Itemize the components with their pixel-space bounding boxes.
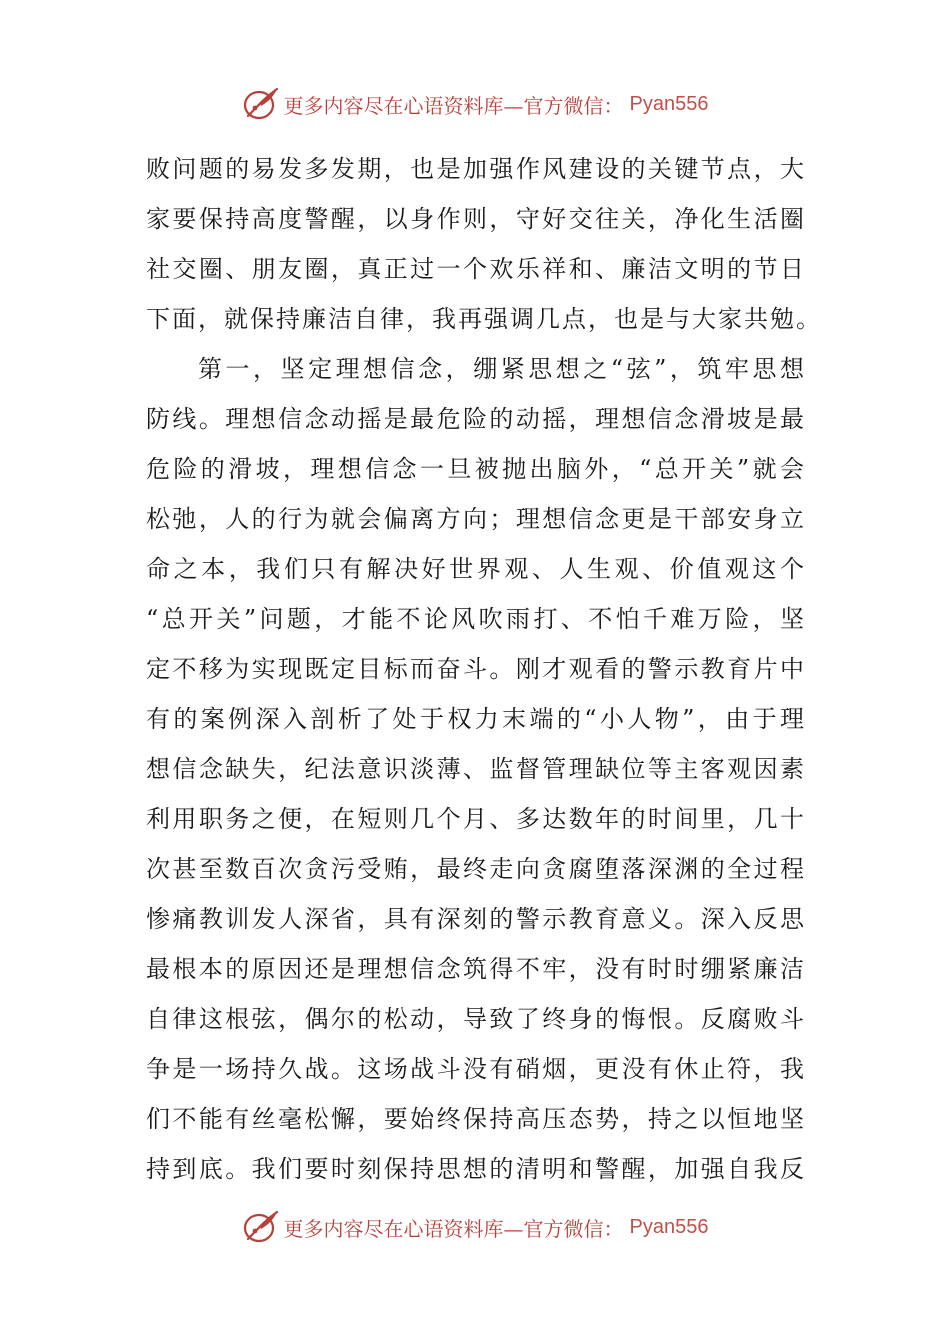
text-line: 社交圈、朋友圈，真正过一个欢乐祥和、廉洁文明的节日 <box>146 255 806 283</box>
text-line: 次甚至数百次贪污受贿，最终走向贪腐堕落深渊的全过程 <box>146 855 806 883</box>
paragraph-start-line: 第一，坚定理想信念，绷紧思想之“弦”，筑牢思想 <box>198 355 806 383</box>
text-line: 下面，就保持廉洁自律，我再强调几点，也是与大家共勉。 <box>146 305 822 333</box>
banner-text: 更多内容尽在心语资料库—官方微信： <box>283 93 624 118</box>
text-line: 家要保持高度警醒，以身作则，守好交往关，净化生活圈 <box>146 205 806 233</box>
header-banner <box>0 84 950 124</box>
text-line: 争是一场持久战。这场战斗没有硝烟，更没有休止符，我 <box>146 1055 806 1083</box>
wechat-id: Pyan556 <box>629 92 709 115</box>
banner-text: 更多内容尽在心语资料库—官方微信： <box>283 1216 624 1241</box>
text-line: 惨痛教训发人深省，具有深刻的警示教育意义。深入反思 <box>146 905 806 933</box>
text-line: 松弛，人的行为就会偏离方向；理想信念更是干部安身立 <box>146 505 806 533</box>
text-line: 败问题的易发多发期，也是加强作风建设的关键节点，大 <box>146 155 806 183</box>
text-line: 持到底。我们要时刻保持思想的清明和警醒，加强自我反 <box>146 1155 806 1183</box>
text-line: 定不移为实现既定目标而奋斗。刚才观看的警示教育片中 <box>146 655 806 683</box>
text-line: 防线。理想信念动摇是最危险的动摇，理想信念滑坡是最 <box>146 405 806 433</box>
text-line: 危险的滑坡，理想信念一旦被抛出脑外，“总开关”就会 <box>146 455 806 483</box>
footer-banner <box>0 1207 950 1247</box>
document-body <box>146 144 822 1194</box>
quill-logo-icon <box>242 86 280 122</box>
text-line: 最根本的原因还是理想信念筑得不牢，没有时时绷紧廉洁 <box>146 955 806 983</box>
text-line: 自律这根弦，偶尔的松动，导致了终身的悔恨。反腐败斗 <box>146 1005 806 1033</box>
text-line: 利用职务之便，在短则几个月、多达数年的时间里，几十 <box>146 805 806 833</box>
text-line: 命之本，我们只有解决好世界观、人生观、价值观这个 <box>146 555 806 583</box>
quill-logo-icon <box>242 1209 280 1245</box>
text-line: 想信念缺失，纪法意识淡薄、监督管理缺位等主客观因素 <box>146 755 806 783</box>
text-line: “总开关”问题，才能不论风吹雨打、不怕千难万险，坚 <box>146 605 806 633</box>
wechat-id: Pyan556 <box>629 1215 709 1238</box>
text-line: 们不能有丝毫松懈，要始终保持高压态势，持之以恒地坚 <box>146 1105 806 1133</box>
text-line: 有的案例深入剖析了处于权力末端的“小人物”，由于理 <box>146 705 806 733</box>
